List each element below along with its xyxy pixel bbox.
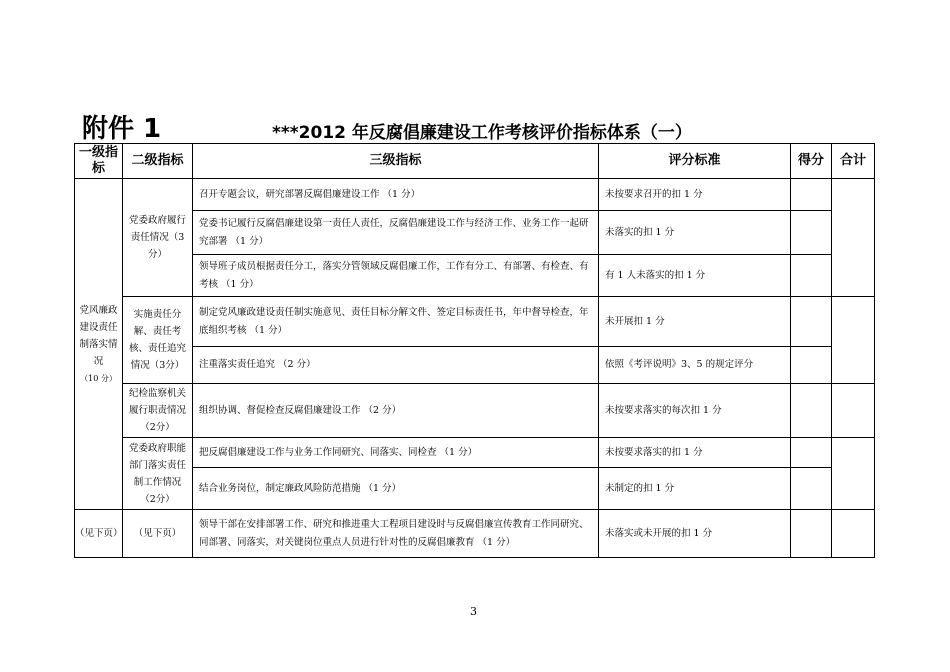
level2-cell: 纪检监察机关履行职责情况（2分） xyxy=(123,384,193,438)
level1-label: 党风廉政建设责任制落实情况 xyxy=(79,304,118,367)
total-cell[interactable] xyxy=(832,179,875,297)
criteria-cell: 未按要求落实的扣 1 分 xyxy=(599,438,791,468)
criteria-cell: 未制定的扣 1 分 xyxy=(599,468,791,510)
table-header-row xyxy=(75,144,875,179)
score-cell[interactable] xyxy=(791,468,832,510)
evaluation-table xyxy=(74,143,875,558)
level2-cell: 党委政府履行责任情况（3分） xyxy=(123,179,193,297)
criteria-cell: 有 1 人未落实的扣 1 分 xyxy=(599,255,791,297)
level2-cell: 实施责任分解、责任考核、责任追究情况（3分） xyxy=(123,297,193,384)
level3-item: 注重落实责任追究 （2 分） xyxy=(193,347,599,384)
total-cell[interactable] xyxy=(832,297,875,384)
level3-item: 把反腐倡廉建设工作与业务工作同研究、同落实、同检查 （1 分） xyxy=(193,438,599,468)
total-cell[interactable] xyxy=(832,384,875,438)
level3-item: 领导班子成员根据责任分工，落实分管领域反腐倡廉工作，工作有分工、有部署、有检查、有考核 （1 分） xyxy=(193,255,599,297)
header-criteria: 评分标准 xyxy=(599,144,791,179)
table-row xyxy=(75,211,875,255)
level3-item: 结合业务岗位，制定廉政风险防范措施 （1 分） xyxy=(193,468,599,510)
header-total: 合计 xyxy=(832,144,875,179)
header-level2: 二级指标 xyxy=(123,144,193,179)
table-row xyxy=(75,468,875,510)
attachment-label: 附件 1 xyxy=(82,114,162,144)
criteria-cell: 依照《考评说明》3、5 的规定评分 xyxy=(599,347,791,384)
score-cell[interactable] xyxy=(791,179,832,211)
level3-item: 党委书记履行反腐倡廉建设第一责任人责任，反腐倡廉建设工作与经济工作、业务工作一起研究部署 （1 分） xyxy=(193,211,599,255)
page-number: 3 xyxy=(470,605,477,618)
header-level1: 一级指标 xyxy=(75,144,123,179)
table-row xyxy=(75,255,875,297)
table-row xyxy=(75,438,875,468)
level1-cell xyxy=(75,179,123,510)
total-cell[interactable] xyxy=(832,438,875,510)
level1-points: （10 分） xyxy=(80,373,117,383)
table-row xyxy=(75,347,875,384)
score-cell[interactable] xyxy=(791,347,832,384)
level3-item: 领导干部在安排部署工作、研究和推进重大工程项目建设时与反腐倡廉宣传教育工作同研究、同部署、同落实，对关键岗位重点人员进行针对性的反腐倡廉教育 （1 分） xyxy=(193,510,599,558)
level2-cell: （见下页） xyxy=(123,510,193,558)
criteria-cell: 未落实的扣 1 分 xyxy=(599,211,791,255)
table-row xyxy=(75,179,875,211)
document-title: ***2012 年反腐倡廉建设工作考核评价指标体系（一） xyxy=(272,123,692,143)
criteria-cell: 未开展扣 1 分 xyxy=(599,297,791,347)
total-cell[interactable] xyxy=(832,510,875,558)
header-score: 得分 xyxy=(791,144,832,179)
level3-item: 制定党风廉政建设责任制实施意见、责任目标分解文件、签定目标责任书，年中督导检查，年底组织考核 （1 分） xyxy=(193,297,599,347)
score-cell[interactable] xyxy=(791,297,832,347)
header-level3: 三级指标 xyxy=(193,144,599,179)
level1-cell: （见下页） xyxy=(75,510,123,558)
score-cell[interactable] xyxy=(791,255,832,297)
criteria-cell: 未按要求落实的每次扣 1 分 xyxy=(599,384,791,438)
criteria-cell: 未按要求召开的扣 1 分 xyxy=(599,179,791,211)
score-cell[interactable] xyxy=(791,510,832,558)
table-row xyxy=(75,384,875,438)
level3-item: 召开专题会议，研究部署反腐倡廉建设工作 （1 分） xyxy=(193,179,599,211)
score-cell[interactable] xyxy=(791,211,832,255)
level2-cell: 党委政府职能部门落实责任制工作情况（2分） xyxy=(123,438,193,510)
level3-item: 组织协调、督促检查反腐倡廉建设工作 （2 分） xyxy=(193,384,599,438)
score-cell[interactable] xyxy=(791,384,832,438)
table-row xyxy=(75,510,875,558)
criteria-cell: 未落实或未开展的扣 1 分 xyxy=(599,510,791,558)
score-cell[interactable] xyxy=(791,438,832,468)
table-row xyxy=(75,297,875,347)
